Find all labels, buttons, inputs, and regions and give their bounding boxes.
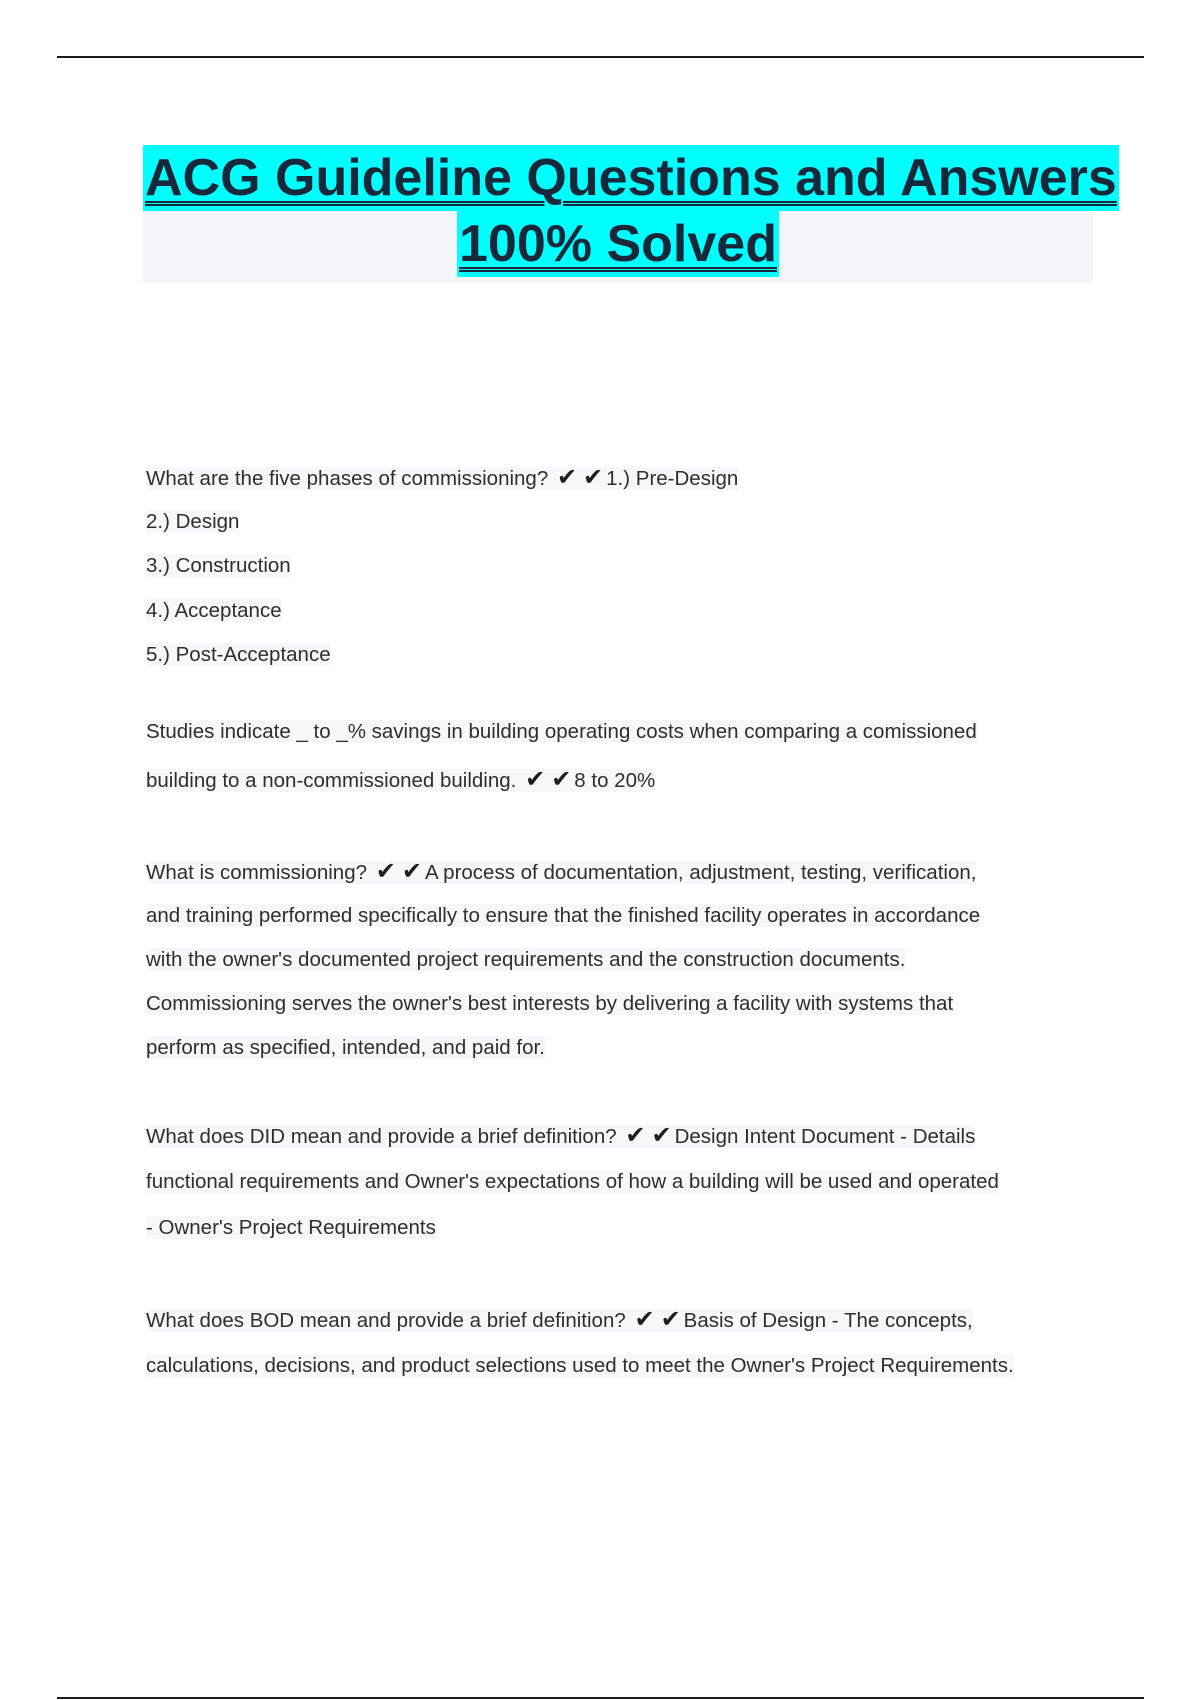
qa-line [146,589,1106,634]
qa-line [146,1205,1106,1251]
qa-line [146,633,1106,678]
answer-text: A process of documentation, adjustment, testing, verification, [424,860,977,884]
qa-line [146,981,1106,1025]
qa-line [146,1297,1106,1343]
qa-line [146,1159,1106,1205]
answer-text: Design Intent Document - Details [674,1124,976,1148]
check-icon: ✔ [660,1304,681,1333]
qa-line [146,937,1106,981]
check-icon: ✔ [556,463,578,491]
check-icon: ✔ [634,1304,655,1333]
check-icon: ✔ [375,856,396,885]
answer-text: calculations, decisions, and product selections used to meet the Owner's Project Requirements. [146,1353,1014,1377]
document-title-line-2: 100% Solved [457,211,779,277]
qa-line [146,1343,1106,1389]
answer-text: 2.) Design [146,509,240,533]
qa-content [146,455,1106,1389]
qa-item-bod [146,1297,1106,1389]
qa-item-did [146,1113,1106,1251]
answer-text: functional requirements and Owner's expectations of how a building will be used and operated [146,1169,999,1193]
question-text: Studies indicate _ to _% savings in building operating costs when comparing a comissioned [146,719,977,743]
top-rule [57,56,1144,58]
answer-text: 5.) Post-Acceptance [146,643,331,666]
answer-text: 8 to 20% [574,768,656,792]
check-icon: ✔ [525,764,546,793]
check-icon: ✔ [401,856,422,885]
answer-text: - Owner's Project Requirements [146,1215,436,1239]
answer-text: Commissioning serves the owner's best interests by delivering a facility with systems that [146,991,954,1015]
check-icon: ✔ [651,1120,672,1149]
qa-item-phases [146,455,1106,678]
question-text: What is commissioning? [146,860,368,884]
qa-line [146,1025,1106,1069]
bottom-rule [57,1697,1144,1699]
answer-text: 4.) Acceptance [146,598,282,622]
qa-line [146,893,1106,937]
question-text: building to a non-commissioned building. [146,768,517,792]
qa-line [146,849,1106,893]
qa-line [146,1113,1106,1159]
document-title-line-1: ACG Guideline Questions and Answers [143,145,1119,211]
check-icon: ✔ [625,1120,646,1149]
answer-text: with the owner's documented project requirements and the construction documents. [146,947,906,971]
check-icon: ✔ [551,764,572,793]
answer-text: 1.) Pre-Design [606,467,739,490]
qa-line [146,455,1106,500]
answer-text: Basis of Design - The concepts, [683,1308,973,1332]
qa-item-commissioning [146,849,1106,1069]
answer-text: 3.) Construction [146,554,291,577]
answer-text: perform as specified, intended, and paid for. [146,1035,545,1059]
qa-line [146,544,1106,589]
answer-text: and training performed specifically to ensure that the finished facility operates in accordance [146,903,981,927]
question-text: What does DID mean and provide a brief definition? [146,1124,617,1148]
question-text: What does BOD mean and provide a brief definition? [146,1308,626,1332]
qa-line [146,709,1106,757]
qa-line [146,757,1106,805]
question-text: What are the five phases of commissioning? [146,467,549,490]
check-icon: ✔ [583,463,604,491]
title-block [143,145,1117,283]
qa-line [146,500,1106,545]
qa-item-savings [146,709,1106,805]
